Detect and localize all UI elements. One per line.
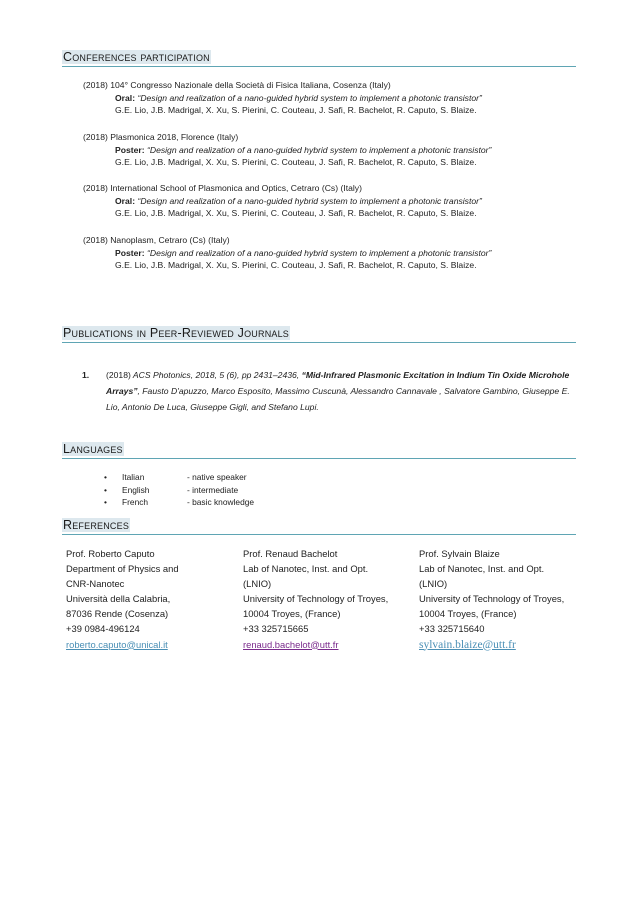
languages-list xyxy=(104,471,254,509)
conference-title: “Design and realization of a nano-guided hybrid system to implement a photonic transistor” xyxy=(147,144,492,155)
list-item xyxy=(104,496,254,509)
reference-card-caputo xyxy=(66,546,179,652)
reference-email-link[interactable]: renaud.bachelot@utt.fr xyxy=(243,638,339,650)
language-name: English xyxy=(122,484,150,495)
reference-card-bachelot xyxy=(243,546,388,652)
conference-entry xyxy=(83,131,491,169)
reference-line: Lab of Nanotec, Inst. and Opt. xyxy=(419,563,545,575)
reference-phone: +33 325715640 xyxy=(419,623,485,635)
publication-year: (2018) xyxy=(106,370,131,380)
reference-phone: +39 0984-496124 xyxy=(66,623,140,635)
section-title-conferences: Conferences participation xyxy=(62,50,576,67)
conference-type: Oral: xyxy=(115,92,136,103)
conference-title: “Design and realization of a nano-guided hybrid system to implement a photonic transistor” xyxy=(137,92,482,103)
conference-type: Oral: xyxy=(115,195,136,206)
conference-authors: G.E. Lio, J.B. Madrigal, X. Xu, S. Pierini, C. Couteau, J. Safi, R. Bachelot, R. Caputo, S. Blaize. xyxy=(115,208,477,219)
bullet-icon: • xyxy=(104,484,107,495)
reference-line: 10004 Troyes, (France) xyxy=(243,608,341,620)
language-name: Italian xyxy=(122,472,145,482)
reference-email-link[interactable]: sylvain.blaize@utt.fr xyxy=(419,638,516,651)
language-level: - basic knowledge xyxy=(187,497,255,507)
bullet-icon: • xyxy=(104,472,107,482)
reference-line: University of Technology of Troyes, xyxy=(419,593,565,605)
reference-line: Lab of Nanotec, Inst. and Opt. xyxy=(243,563,369,575)
reference-card-blaize xyxy=(419,546,564,653)
conference-header: (2018) 104° Congresso Nazionale della Società di Fisica Italiana, Cosenza (Italy) xyxy=(83,80,391,90)
conference-header: (2018) International School of Plasmonica and Optics, Cetraro (Cs) (Italy) xyxy=(83,183,362,193)
conference-entry xyxy=(83,234,491,272)
conference-title: “Design and realization of a nano-guided hybrid system to implement a photonic transistor” xyxy=(137,195,482,206)
reference-line: 87036 Rende (Cosenza) xyxy=(66,608,169,620)
reference-name: Prof. Sylvain Blaize xyxy=(419,548,500,559)
conference-entry xyxy=(83,79,482,117)
list-item xyxy=(104,484,254,497)
reference-line: Università della Calabria, xyxy=(66,593,171,605)
conference-entry xyxy=(83,182,482,220)
conference-header: (2018) Nanoplasm, Cetraro (Cs) (Italy) xyxy=(83,235,230,245)
reference-email-link[interactable]: roberto.caputo@unical.it xyxy=(66,638,168,650)
conference-authors: G.E. Lio, J.B. Madrigal, X. Xu, S. Pierini, C. Couteau, J. Safi, R. Bachelot, R. Caputo, S. Blaize. xyxy=(115,105,477,116)
reference-line: CNR-Nanotec xyxy=(66,578,125,590)
conference-title: “Design and realization of a nano-guided hybrid system to implement a photonic transistor” xyxy=(147,247,492,258)
conference-type: Poster: xyxy=(115,247,145,258)
list-item xyxy=(104,471,254,484)
reference-line: (LNIO) xyxy=(243,578,272,590)
conference-authors: G.E. Lio, J.B. Madrigal, X. Xu, S. Pierini, C. Couteau, J. Safi, R. Bachelot, R. Caputo, S. Blaize. xyxy=(115,260,477,271)
section-title-languages: Languages xyxy=(62,442,576,459)
conference-type: Poster: xyxy=(115,144,145,155)
language-level: - native speaker xyxy=(187,472,247,482)
publication-entry xyxy=(82,367,572,415)
publication-title: “Mid-Infrared Plasmonic Excitation in Indium Tin Oxide Microhole Arrays” xyxy=(106,370,570,396)
reference-phone: +33 325715665 xyxy=(243,623,309,635)
conference-header: (2018) Plasmonica 2018, Florence (Italy) xyxy=(83,132,239,142)
conference-authors: G.E. Lio, J.B. Madrigal, X. Xu, S. Pierini, C. Couteau, J. Safi, R. Bachelot, R. Caputo, S. Blaize. xyxy=(115,157,477,168)
reference-line: (LNIO) xyxy=(419,578,448,590)
reference-line: 10004 Troyes, (France) xyxy=(419,608,517,620)
reference-line: University of Technology of Troyes, xyxy=(243,593,389,605)
language-name: French xyxy=(122,497,149,507)
section-title-references: References xyxy=(62,518,576,535)
publication-journal: ACS Photonics, 2018, 5 (6), pp 2431–2436, xyxy=(130,370,302,380)
section-title-publications: Publications in Peer-Reviewed Journals xyxy=(62,326,576,343)
reference-line: Department of Physics and xyxy=(66,563,179,575)
reference-name: Prof. Roberto Caputo xyxy=(66,548,155,559)
publication-authors: , Fausto D'apuzzo, Marco Esposito, Massimo Cuscunà, Alessandro Cannavale , Salvatore Gambino, Giuseppe E. Lio, Antonio De Luca, Giuseppe Gigli, and Stefano Lupi. xyxy=(106,386,570,412)
language-level: - intermediate xyxy=(187,484,239,495)
bullet-icon: • xyxy=(104,497,107,507)
publication-number: 1. xyxy=(82,370,90,380)
reference-name: Prof. Renaud Bachelot xyxy=(243,548,338,559)
